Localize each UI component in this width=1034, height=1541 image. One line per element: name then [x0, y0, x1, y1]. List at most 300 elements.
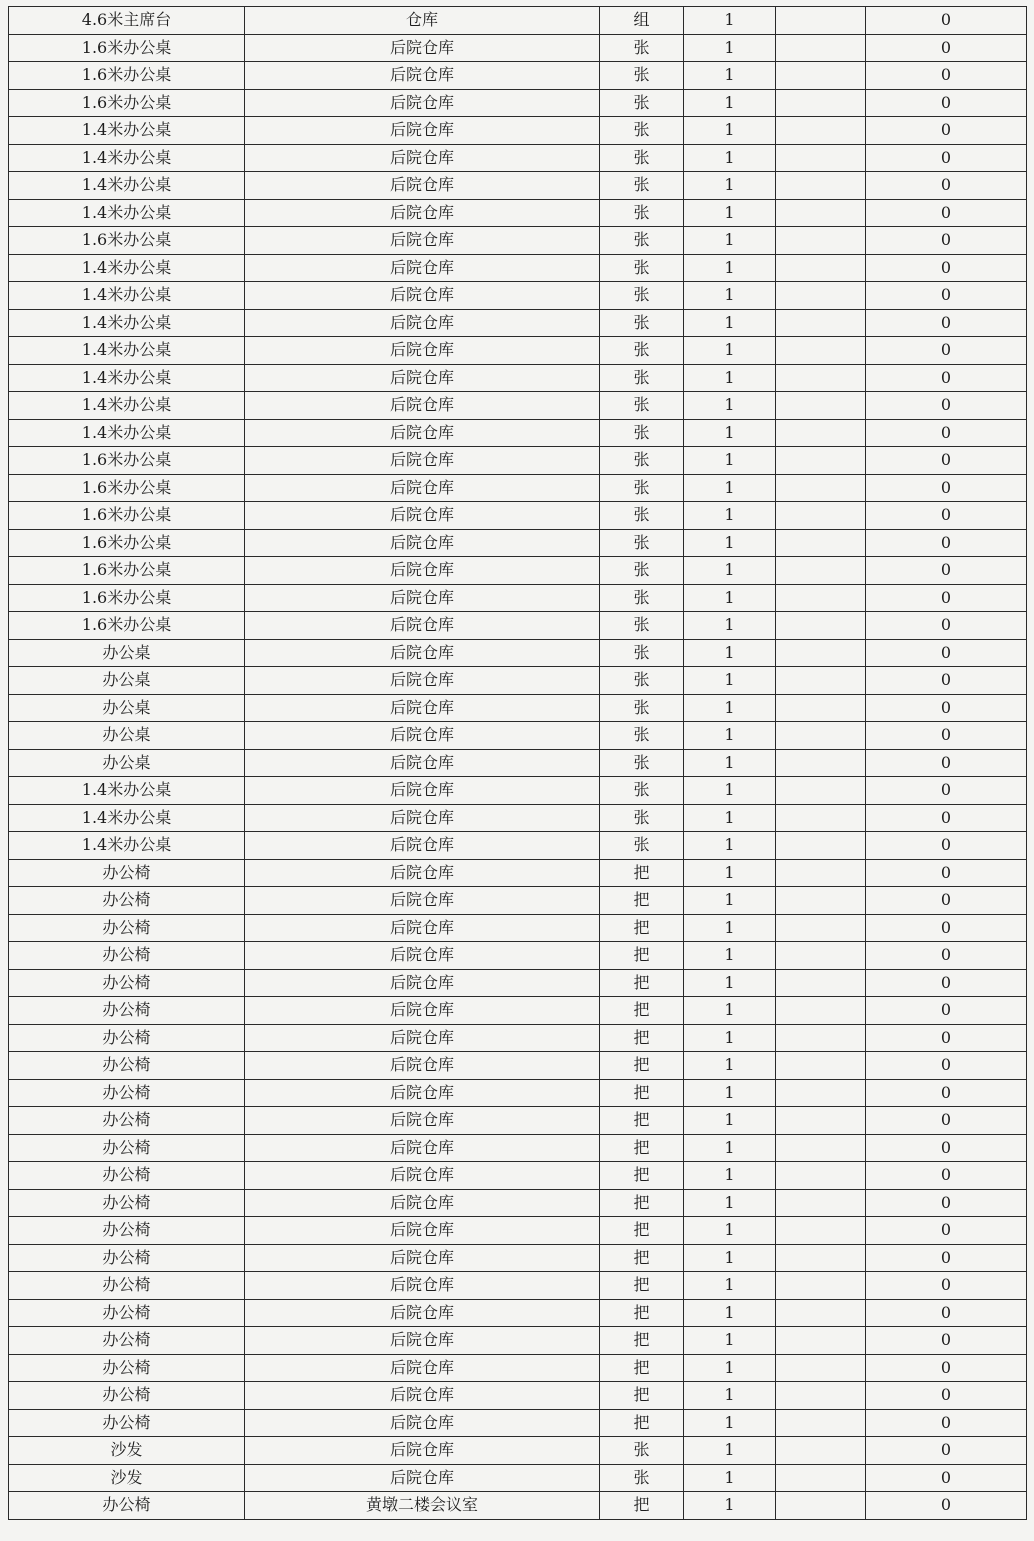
location-cell: 后院仓库 [245, 1437, 600, 1465]
location-cell: 后院仓库 [245, 942, 600, 970]
table-row [9, 1244, 1027, 1272]
table-row [9, 1024, 1027, 1052]
unit-cell: 把 [600, 1052, 684, 1080]
unit-cell: 张 [600, 227, 684, 255]
table-row [9, 749, 1027, 777]
inventory-table-body [9, 7, 1027, 1520]
unit-cell: 组 [600, 7, 684, 35]
value-cell: 0 [866, 282, 1027, 310]
location-cell: 后院仓库 [245, 969, 600, 997]
value-cell: 0 [866, 1327, 1027, 1355]
asset-name-cell: 办公椅 [9, 914, 245, 942]
value-cell: 0 [866, 1272, 1027, 1300]
location-cell: 后院仓库 [245, 1024, 600, 1052]
location-cell: 后院仓库 [245, 722, 600, 750]
document-page [8, 6, 1026, 1540]
asset-name-cell: 1.6米办公桌 [9, 612, 245, 640]
location-cell: 后院仓库 [245, 584, 600, 612]
quantity-cell: 1 [684, 1299, 776, 1327]
table-row [9, 34, 1027, 62]
blank-cell [776, 1464, 866, 1492]
location-cell: 后院仓库 [245, 1382, 600, 1410]
value-cell: 0 [866, 7, 1027, 35]
unit-cell: 把 [600, 1162, 684, 1190]
quantity-cell: 1 [684, 254, 776, 282]
blank-cell [776, 612, 866, 640]
value-cell: 0 [866, 722, 1027, 750]
value-cell: 0 [866, 1052, 1027, 1080]
location-cell: 后院仓库 [245, 282, 600, 310]
blank-cell [776, 859, 866, 887]
unit-cell: 把 [600, 1107, 684, 1135]
value-cell: 0 [866, 172, 1027, 200]
location-cell: 后院仓库 [245, 1409, 600, 1437]
quantity-cell: 1 [684, 1492, 776, 1520]
quantity-cell: 1 [684, 1327, 776, 1355]
value-cell: 0 [866, 1244, 1027, 1272]
asset-name-cell: 1.6米办公桌 [9, 447, 245, 475]
quantity-cell: 1 [684, 1244, 776, 1272]
table-row [9, 612, 1027, 640]
quantity-cell: 1 [684, 667, 776, 695]
location-cell: 后院仓库 [245, 1052, 600, 1080]
asset-name-cell: 办公椅 [9, 1134, 245, 1162]
location-cell: 后院仓库 [245, 227, 600, 255]
blank-cell [776, 1134, 866, 1162]
value-cell: 0 [866, 914, 1027, 942]
blank-cell [776, 34, 866, 62]
table-row [9, 969, 1027, 997]
blank-cell [776, 502, 866, 530]
quantity-cell: 1 [684, 309, 776, 337]
quantity-cell: 1 [684, 1079, 776, 1107]
unit-cell: 张 [600, 89, 684, 117]
location-cell: 后院仓库 [245, 1217, 600, 1245]
unit-cell: 把 [600, 1272, 684, 1300]
table-row [9, 529, 1027, 557]
location-cell: 后院仓库 [245, 337, 600, 365]
unit-cell: 把 [600, 859, 684, 887]
table-row [9, 474, 1027, 502]
table-row [9, 1189, 1027, 1217]
location-cell: 后院仓库 [245, 309, 600, 337]
table-row [9, 227, 1027, 255]
blank-cell [776, 1272, 866, 1300]
value-cell: 0 [866, 1079, 1027, 1107]
asset-name-cell: 1.4米办公桌 [9, 172, 245, 200]
value-cell: 0 [866, 969, 1027, 997]
quantity-cell: 1 [684, 89, 776, 117]
table-row [9, 1382, 1027, 1410]
value-cell: 0 [866, 117, 1027, 145]
blank-cell [776, 1217, 866, 1245]
blank-cell [776, 172, 866, 200]
unit-cell: 张 [600, 309, 684, 337]
quantity-cell: 1 [684, 1189, 776, 1217]
location-cell: 后院仓库 [245, 502, 600, 530]
quantity-cell: 1 [684, 1024, 776, 1052]
blank-cell [776, 1079, 866, 1107]
table-row [9, 1464, 1027, 1492]
quantity-cell: 1 [684, 474, 776, 502]
asset-name-cell: 1.6米办公桌 [9, 34, 245, 62]
table-row [9, 309, 1027, 337]
blank-cell [776, 199, 866, 227]
quantity-cell: 1 [684, 1217, 776, 1245]
asset-name-cell: 1.4米办公桌 [9, 777, 245, 805]
value-cell: 0 [866, 777, 1027, 805]
value-cell: 0 [866, 34, 1027, 62]
quantity-cell: 1 [684, 1464, 776, 1492]
table-row [9, 117, 1027, 145]
blank-cell [776, 804, 866, 832]
location-cell: 后院仓库 [245, 612, 600, 640]
table-row [9, 694, 1027, 722]
unit-cell: 张 [600, 172, 684, 200]
location-cell: 后院仓库 [245, 777, 600, 805]
asset-name-cell: 1.4米办公桌 [9, 282, 245, 310]
unit-cell: 张 [600, 337, 684, 365]
unit-cell: 把 [600, 1189, 684, 1217]
unit-cell: 张 [600, 199, 684, 227]
location-cell: 后院仓库 [245, 859, 600, 887]
table-row [9, 804, 1027, 832]
table-row [9, 62, 1027, 90]
table-row [9, 722, 1027, 750]
table-row [9, 337, 1027, 365]
unit-cell: 张 [600, 749, 684, 777]
unit-cell: 把 [600, 1327, 684, 1355]
asset-name-cell: 办公椅 [9, 1244, 245, 1272]
asset-name-cell: 办公椅 [9, 1189, 245, 1217]
inventory-table [8, 6, 1027, 1520]
value-cell: 0 [866, 1464, 1027, 1492]
value-cell: 0 [866, 474, 1027, 502]
asset-name-cell: 1.6米办公桌 [9, 557, 245, 585]
quantity-cell: 1 [684, 117, 776, 145]
location-cell: 后院仓库 [245, 832, 600, 860]
quantity-cell: 1 [684, 997, 776, 1025]
value-cell: 0 [866, 502, 1027, 530]
asset-name-cell: 1.6米办公桌 [9, 474, 245, 502]
table-row [9, 89, 1027, 117]
table-row [9, 1299, 1027, 1327]
blank-cell [776, 832, 866, 860]
unit-cell: 张 [600, 667, 684, 695]
asset-name-cell: 1.6米办公桌 [9, 62, 245, 90]
blank-cell [776, 1244, 866, 1272]
asset-name-cell: 办公椅 [9, 1079, 245, 1107]
value-cell: 0 [866, 1134, 1027, 1162]
table-row [9, 502, 1027, 530]
quantity-cell: 1 [684, 1272, 776, 1300]
quantity-cell: 1 [684, 584, 776, 612]
value-cell: 0 [866, 392, 1027, 420]
location-cell: 黄墩二楼会议室 [245, 1492, 600, 1520]
location-cell: 后院仓库 [245, 1162, 600, 1190]
location-cell: 后院仓库 [245, 62, 600, 90]
blank-cell [776, 282, 866, 310]
table-row [9, 557, 1027, 585]
value-cell: 0 [866, 529, 1027, 557]
value-cell: 0 [866, 1217, 1027, 1245]
table-row [9, 1079, 1027, 1107]
location-cell: 后院仓库 [245, 997, 600, 1025]
unit-cell: 张 [600, 832, 684, 860]
unit-cell: 张 [600, 447, 684, 475]
table-row [9, 887, 1027, 915]
blank-cell [776, 1052, 866, 1080]
blank-cell [776, 749, 866, 777]
quantity-cell: 1 [684, 749, 776, 777]
blank-cell [776, 447, 866, 475]
asset-name-cell: 1.6米办公桌 [9, 89, 245, 117]
table-row [9, 1327, 1027, 1355]
value-cell: 0 [866, 1437, 1027, 1465]
location-cell: 后院仓库 [245, 749, 600, 777]
blank-cell [776, 1107, 866, 1135]
asset-name-cell: 1.4米办公桌 [9, 254, 245, 282]
unit-cell: 张 [600, 694, 684, 722]
asset-name-cell: 办公椅 [9, 942, 245, 970]
location-cell: 后院仓库 [245, 474, 600, 502]
blank-cell [776, 474, 866, 502]
table-row [9, 172, 1027, 200]
table-row [9, 1354, 1027, 1382]
asset-name-cell: 办公桌 [9, 667, 245, 695]
table-row [9, 1107, 1027, 1135]
asset-name-cell: 办公椅 [9, 1107, 245, 1135]
quantity-cell: 1 [684, 1162, 776, 1190]
quantity-cell: 1 [684, 639, 776, 667]
table-row [9, 1134, 1027, 1162]
asset-name-cell: 办公椅 [9, 1492, 245, 1520]
quantity-cell: 1 [684, 502, 776, 530]
quantity-cell: 1 [684, 7, 776, 35]
table-row [9, 1409, 1027, 1437]
value-cell: 0 [866, 639, 1027, 667]
location-cell: 后院仓库 [245, 1299, 600, 1327]
unit-cell: 张 [600, 62, 684, 90]
blank-cell [776, 887, 866, 915]
asset-name-cell: 办公椅 [9, 1272, 245, 1300]
blank-cell [776, 557, 866, 585]
asset-name-cell: 办公椅 [9, 1299, 245, 1327]
value-cell: 0 [866, 584, 1027, 612]
unit-cell: 张 [600, 144, 684, 172]
table-row [9, 282, 1027, 310]
quantity-cell: 1 [684, 1409, 776, 1437]
value-cell: 0 [866, 364, 1027, 392]
quantity-cell: 1 [684, 199, 776, 227]
quantity-cell: 1 [684, 1134, 776, 1162]
asset-name-cell: 1.6米办公桌 [9, 584, 245, 612]
location-cell: 后院仓库 [245, 1272, 600, 1300]
unit-cell: 把 [600, 1244, 684, 1272]
table-row [9, 1217, 1027, 1245]
blank-cell [776, 529, 866, 557]
table-row [9, 392, 1027, 420]
quantity-cell: 1 [684, 694, 776, 722]
blank-cell [776, 639, 866, 667]
unit-cell: 张 [600, 1437, 684, 1465]
value-cell: 0 [866, 1492, 1027, 1520]
asset-name-cell: 办公椅 [9, 1024, 245, 1052]
location-cell: 后院仓库 [245, 447, 600, 475]
value-cell: 0 [866, 199, 1027, 227]
blank-cell [776, 694, 866, 722]
quantity-cell: 1 [684, 557, 776, 585]
blank-cell [776, 1437, 866, 1465]
asset-name-cell: 办公桌 [9, 749, 245, 777]
table-row [9, 7, 1027, 35]
value-cell: 0 [866, 1189, 1027, 1217]
asset-name-cell: 1.6米办公桌 [9, 227, 245, 255]
location-cell: 后院仓库 [245, 887, 600, 915]
location-cell: 后院仓库 [245, 172, 600, 200]
value-cell: 0 [866, 1409, 1027, 1437]
table-row [9, 584, 1027, 612]
asset-name-cell: 1.4米办公桌 [9, 832, 245, 860]
asset-name-cell: 1.6米办公桌 [9, 502, 245, 530]
table-row [9, 1437, 1027, 1465]
value-cell: 0 [866, 447, 1027, 475]
asset-name-cell: 办公椅 [9, 1217, 245, 1245]
blank-cell [776, 89, 866, 117]
asset-name-cell: 1.4米办公桌 [9, 309, 245, 337]
unit-cell: 张 [600, 639, 684, 667]
value-cell: 0 [866, 694, 1027, 722]
value-cell: 0 [866, 1382, 1027, 1410]
asset-name-cell: 1.4米办公桌 [9, 364, 245, 392]
asset-name-cell: 沙发 [9, 1464, 245, 1492]
table-row [9, 667, 1027, 695]
value-cell: 0 [866, 419, 1027, 447]
table-row [9, 1272, 1027, 1300]
unit-cell: 张 [600, 612, 684, 640]
table-row [9, 639, 1027, 667]
location-cell: 后院仓库 [245, 694, 600, 722]
location-cell: 后院仓库 [245, 419, 600, 447]
asset-name-cell: 1.4米办公桌 [9, 392, 245, 420]
blank-cell [776, 1299, 866, 1327]
asset-name-cell: 办公椅 [9, 887, 245, 915]
blank-cell [776, 7, 866, 35]
location-cell: 后院仓库 [245, 529, 600, 557]
value-cell: 0 [866, 612, 1027, 640]
location-cell: 后院仓库 [245, 1327, 600, 1355]
location-cell: 后院仓库 [245, 199, 600, 227]
blank-cell [776, 1024, 866, 1052]
location-cell: 后院仓库 [245, 34, 600, 62]
value-cell: 0 [866, 1107, 1027, 1135]
blank-cell [776, 364, 866, 392]
blank-cell [776, 722, 866, 750]
location-cell: 后院仓库 [245, 392, 600, 420]
location-cell: 仓库 [245, 7, 600, 35]
blank-cell [776, 777, 866, 805]
blank-cell [776, 667, 866, 695]
table-row [9, 997, 1027, 1025]
asset-name-cell: 办公椅 [9, 1052, 245, 1080]
unit-cell: 把 [600, 1217, 684, 1245]
asset-name-cell: 办公椅 [9, 1382, 245, 1410]
asset-name-cell: 1.6米办公桌 [9, 529, 245, 557]
quantity-cell: 1 [684, 1437, 776, 1465]
unit-cell: 张 [600, 419, 684, 447]
table-row [9, 144, 1027, 172]
quantity-cell: 1 [684, 777, 776, 805]
value-cell: 0 [866, 942, 1027, 970]
location-cell: 后院仓库 [245, 89, 600, 117]
blank-cell [776, 969, 866, 997]
unit-cell: 张 [600, 557, 684, 585]
location-cell: 后院仓库 [245, 364, 600, 392]
table-row [9, 1162, 1027, 1190]
blank-cell [776, 392, 866, 420]
unit-cell: 把 [600, 1134, 684, 1162]
value-cell: 0 [866, 997, 1027, 1025]
value-cell: 0 [866, 749, 1027, 777]
location-cell: 后院仓库 [245, 1244, 600, 1272]
unit-cell: 张 [600, 722, 684, 750]
quantity-cell: 1 [684, 172, 776, 200]
location-cell: 后院仓库 [245, 1107, 600, 1135]
location-cell: 后院仓库 [245, 254, 600, 282]
table-row [9, 942, 1027, 970]
unit-cell: 张 [600, 34, 684, 62]
unit-cell: 把 [600, 1079, 684, 1107]
blank-cell [776, 1409, 866, 1437]
value-cell: 0 [866, 89, 1027, 117]
location-cell: 后院仓库 [245, 639, 600, 667]
value-cell: 0 [866, 1162, 1027, 1190]
asset-name-cell: 4.6米主席台 [9, 7, 245, 35]
table-row [9, 254, 1027, 282]
value-cell: 0 [866, 309, 1027, 337]
quantity-cell: 1 [684, 914, 776, 942]
unit-cell: 张 [600, 282, 684, 310]
unit-cell: 把 [600, 1299, 684, 1327]
asset-name-cell: 办公椅 [9, 1409, 245, 1437]
unit-cell: 张 [600, 804, 684, 832]
location-cell: 后院仓库 [245, 1354, 600, 1382]
table-row [9, 419, 1027, 447]
unit-cell: 张 [600, 1464, 684, 1492]
quantity-cell: 1 [684, 804, 776, 832]
quantity-cell: 1 [684, 62, 776, 90]
unit-cell: 把 [600, 1409, 684, 1437]
table-row [9, 832, 1027, 860]
location-cell: 后院仓库 [245, 1134, 600, 1162]
quantity-cell: 1 [684, 832, 776, 860]
quantity-cell: 1 [684, 447, 776, 475]
blank-cell [776, 997, 866, 1025]
quantity-cell: 1 [684, 1382, 776, 1410]
quantity-cell: 1 [684, 887, 776, 915]
value-cell: 0 [866, 887, 1027, 915]
asset-name-cell: 办公椅 [9, 1162, 245, 1190]
blank-cell [776, 1189, 866, 1217]
asset-name-cell: 办公椅 [9, 969, 245, 997]
blank-cell [776, 1162, 866, 1190]
blank-cell [776, 1327, 866, 1355]
quantity-cell: 1 [684, 1354, 776, 1382]
unit-cell: 把 [600, 942, 684, 970]
unit-cell: 把 [600, 914, 684, 942]
blank-cell [776, 337, 866, 365]
unit-cell: 张 [600, 584, 684, 612]
